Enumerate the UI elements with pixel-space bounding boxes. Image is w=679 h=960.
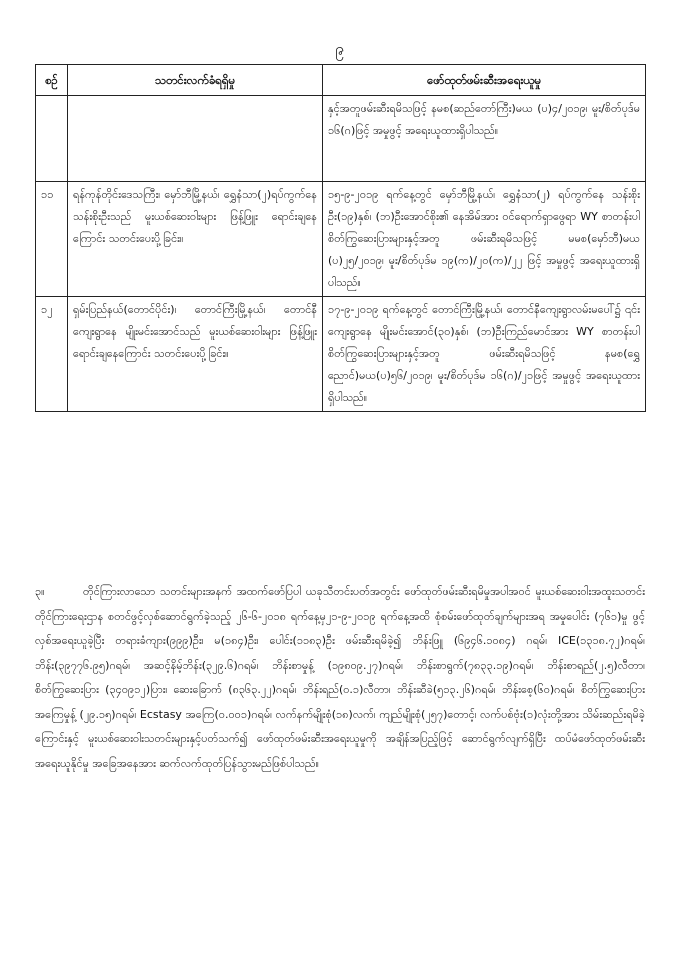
row-action: ၁၅-၉-၂၀၁၉ ရက်နေ့တွင် မှော်ဘီမြို့နယ်၊ ရွှေနံသာ(၂) ရပ်ကွက်နေ သန်းစိုးဦး(၁၉)နှစ်၊ (ဘ)ဦးအောင်စိုး၏ နေအိမ်အား ဝင်ရောက်ရှာဖွေရာ WY စာတန်းပါ စိတ်ကြွဆေးပြားများနှင့်အတူ ဖမ်းဆီးရမိသဖြင့် မမစ(မှော်ဘီ)မယ (ပ)၂၅/၂၀၁၉၊ မူး/စိတ်ပုဒ်မ ၁၉(က)/၂၀(က)/၂၂ ဖြင့် အမှုဖွင့် အရေးယူထားရှိပါသည်။	[323, 182, 646, 297]
row-number: ၁၁	[36, 182, 68, 297]
row-action: ၁၇-၉-၂၀၁၉ ရက်နေ့တွင် တောင်ကြီးမြို့နယ်၊ တောင်နီကျေးရွာလမ်းမပေါ်၌ ၎င်းကျေးရွာနေ မျိုးမင်းအောင်(၃၀)နှစ်၊ (ဘ)ဦးကြည်မောင်အား WY စာတန်းပါ စိတ်ကြွဆေးပြားများနှင့်အတူ ဖမ်းဆီးရမိသဖြင့် နမစ(ရွှေညောင်)မယ(ပ)၅၆/၂၀၁၉၊ မူး/စိတ်ပုဒ်မ ၁၆(ဂ)/၂၁ဖြင့် အမှုဖွင့် အရေးယူထားရှိပါသည်။	[323, 297, 646, 412]
row-info	[68, 96, 323, 182]
page-number: ၉	[335, 39, 344, 58]
summary-paragraph	[35, 580, 645, 776]
table-header-row	[36, 65, 646, 96]
header-info-received: သတင်းလက်ခံရရှိမှု	[68, 65, 323, 96]
report-table	[35, 64, 646, 412]
table-row	[36, 182, 646, 297]
paragraph-text: တိုင်ကြားလာသော သတင်းများအနက် အထက်ဖော်ပြပါ ယခုသီတင်းပတ်အတွင်း ဖော်ထုတ်ဖမ်းဆီးရမိမှုအပါအဝင် မူးယစ်ဆေးဝါးအထူးသတင်းတိုင်ကြားရေးဌာန စတင်ဖွင့်လှစ်ဆောင်ရွက်ခဲ့သည့် ၂၆-၆-၂၀၁၈ ရက်နေ့မှ၂၁-၉-၂၀၁၉ ရက်နေ့အထိ စုံစမ်းဖော်ထုတ်ချက်များအရ အမှုပေါင်း (၇၆၁)မှု ဖွင့်လှစ်အရေးယူခဲ့ပြီး တရားခံကျား(၉၉၉)ဦး၊ မ(၁၈၄)ဦး၊ ပေါင်း(၁၁၈၃)ဦး ဖမ်းဆီးရမိခဲ့၍ ဘိန်းဖြူ (၆၉၄၆.၁၀၈၄) ဂရမ်၊ ICE(၁၃၁၈.၇၂)ဂရမ်၊ ဘိန်း(၃၉၇၇၆.၉၅)ဂရမ်၊ အဆင့်နိမ့်ဘိန်း(၃၂၉.၆)ဂရမ်၊ ဘိန်းစာမှုန့် (၁၉၈၀၉.၂၇)ဂရမ်၊ ဘိန်းစာရွက်(၇၈၃၃.၁၉)ဂရမ်၊ ဘိန်းစာရည်(၂.၅)လီတာ၊ စိတ်ကြွဆေးပြား (၃၄၀၉၁၂)ပြား၊ ဆေးခြောက် (၈၃၆၃.၂၂)ဂရမ်၊ ဘိန်းရည်(၀.၁)လီတာ၊ ဘိန်းဆီခဲ(၅၁၃.၂၆)ဂရမ်၊ ဘိန်းစေ့(၆၀)ဂရမ်၊ စိတ်ကြွဆေးပြား အကြေမှုန့် (၂၉.၁၅)ဂရမ်၊ Ecstasy အကြေ(၀.၀၀၁)ဂရမ်၊ လက်နက်မျိုးစုံ(၁၈)လက်၊ ကျည်မျိုးစုံ(၂၅၇)တောင့်၊ လက်ပစ်ဗုံး(၁)လုံးတို့အား သိမ်းဆည်းရမိခဲ့ကြောင်းနှင့် မူးယစ်ဆေးဝါးသတင်းများနှင့်ပတ်သက်၍ ဖော်ထုတ်ဖမ်းဆီးအရေးယူမှုကို အချိန်အပြည့်ဖြင့် ဆောင်ရွက်လျက်ရှိပြီး ထပ်မံဖော်ထုတ်ဖမ်းဆီး အရေးယူနိုင်မှု အခြေအနေအား ဆက်လက်ထုတ်ပြန်သွားမည်ဖြစ်ပါသည်။	[35, 585, 645, 770]
header-action-taken: ဖော်ထုတ်ဖမ်းဆီးအရေးယူမှု	[323, 65, 646, 96]
header-serial: စဉ်	[36, 65, 68, 96]
table-row	[36, 96, 646, 182]
row-action: နှင့်အတူဖမ်းဆီးရမိသဖြင့် နမစ(ဆည်တော်ကြီး)မယ (ပ)၄/၂၀၁၉၊ မူး/စိတ်ပုဒ်မ ၁၆(ဂ)ဖြင့် အမှုဖွင့် အရေးယူထားရှိပါသည်။	[323, 96, 646, 182]
row-number	[36, 96, 68, 182]
paragraph-number: ၃။	[35, 585, 45, 598]
row-number: ၁၂	[36, 297, 68, 412]
row-info: ရှမ်းပြည်နယ်(တောင်ပိုင်း)၊ တောင်ကြီးမြို့နယ်၊ တောင်နီကျေးရွာနေ မျိုးမင်းအောင်သည် မူးယစ်ဆေးဝါးများ ဖြန့်ဖြူးရောင်းချနေကြောင်း သတင်းပေးပို့ခြင်း။	[68, 297, 323, 412]
row-info: ရန်ကုန်တိုင်းဒေသကြီး၊ မှော်ဘီမြို့နယ်၊ ရွှေနံသာ(၂)ရပ်ကွက်နေ သန်းစိုးဦးသည် မူးယစ်ဆေးဝါးများ ဖြန့်ဖြူး ရောင်းချနေကြောင်း သတင်းပေးပို့ခြင်း။	[68, 182, 323, 297]
table-row	[36, 297, 646, 412]
